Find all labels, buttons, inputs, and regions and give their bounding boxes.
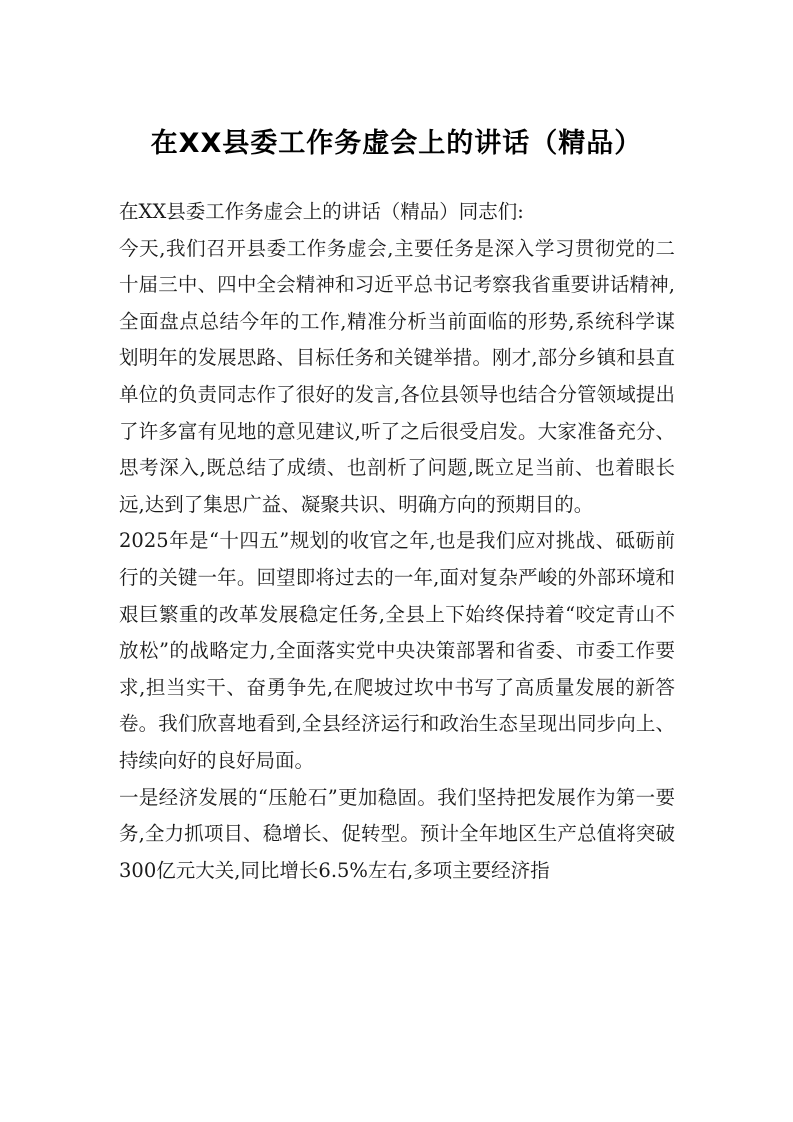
document-body (119, 194, 675, 889)
paragraph-salutation: 在XX县委工作务虚会上的讲话（精品）同志们: (119, 200, 524, 223)
paragraph-opening: 今天,我们召开县委工作务虚会,主要任务是深入学习贯彻党的二十届三中、四中全会精神和习近平总书记考察我省重要讲话精神,全面盘点总结今年的工作,精准分析当前面临的形势,系统科学谋划明年的发展思路、目标任务和关键举措。刚才,部分乡镇和县直单位的负责同志作了很好的发言,各位县领导也结合分管领域提出了许多富有见地的意见建议,听了之后很受启发。大家准备充分、思考深入,既总结了成绩、也剖析了问题,既立足当前、也着眼长远,达到了集思广益、凝聚共识、明确方向的预期目的。 (119, 236, 675, 516)
paragraph-economy: 一是经济发展的“压舱石”更加稳固。我们坚持把发展作为第一要务,全力抓项目、稳增长、促转型。预计全年地区生产总值将突破300亿元大关,同比增长6.5%左右,多项主要经济指 (119, 785, 675, 882)
document-title: 在XX县委工作务虚会上的讲话（精品） (150, 128, 643, 159)
paragraph-review: 2025年是“十四五”规划的收官之年,也是我们应对挑战、砥砺前行的关键一年。回望即将过去的一年,面对复杂严峻的外部环境和艰巨繁重的改革发展稳定任务,全县上下始终保持着“咬定青山不放松”的战略定力,全面落实党中央决策部署和省委、市委工作要求,担当实干、奋勇争先,在爬坡过坎中书写了高质量发展的新答卷。我们欣喜地看到,全县经济运行和政治生态呈现出同步向上、持续向好的良好局面。 (119, 529, 675, 772)
